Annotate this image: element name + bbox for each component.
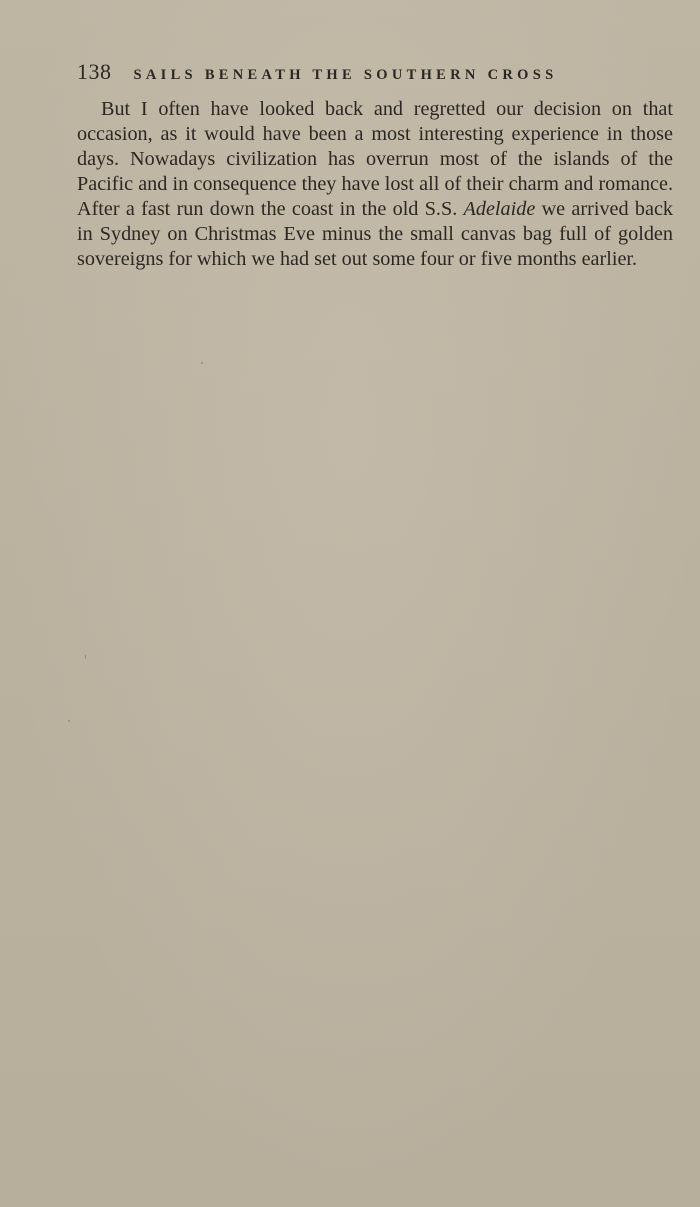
paper-speck <box>201 362 203 364</box>
running-title: SAILS BENEATH THE SOUTHERN CROSS <box>133 67 558 83</box>
paper-speck <box>68 720 70 722</box>
body-paragraph <box>77 97 673 272</box>
page-number: 138 <box>77 59 112 84</box>
paragraph-text-start: But I often have looked back and regretted our decision on that occasion, as it would have been a most interesting experience in those days. Nowadays civilization has overrun most of the islands of the Pacific and in consequence they have lost all of their charm and romance. After a fast run down the coast in the old S.S. <box>77 98 673 220</box>
running-head <box>77 59 647 87</box>
paper-speck <box>85 655 86 659</box>
paragraph-text-end: we arrived back in Sydney on Christmas Eve minus the small canvas bag full of golden sovereigns for which we had set out some four or five months earlier. <box>77 198 673 270</box>
ship-name: Adelaide <box>463 198 536 220</box>
